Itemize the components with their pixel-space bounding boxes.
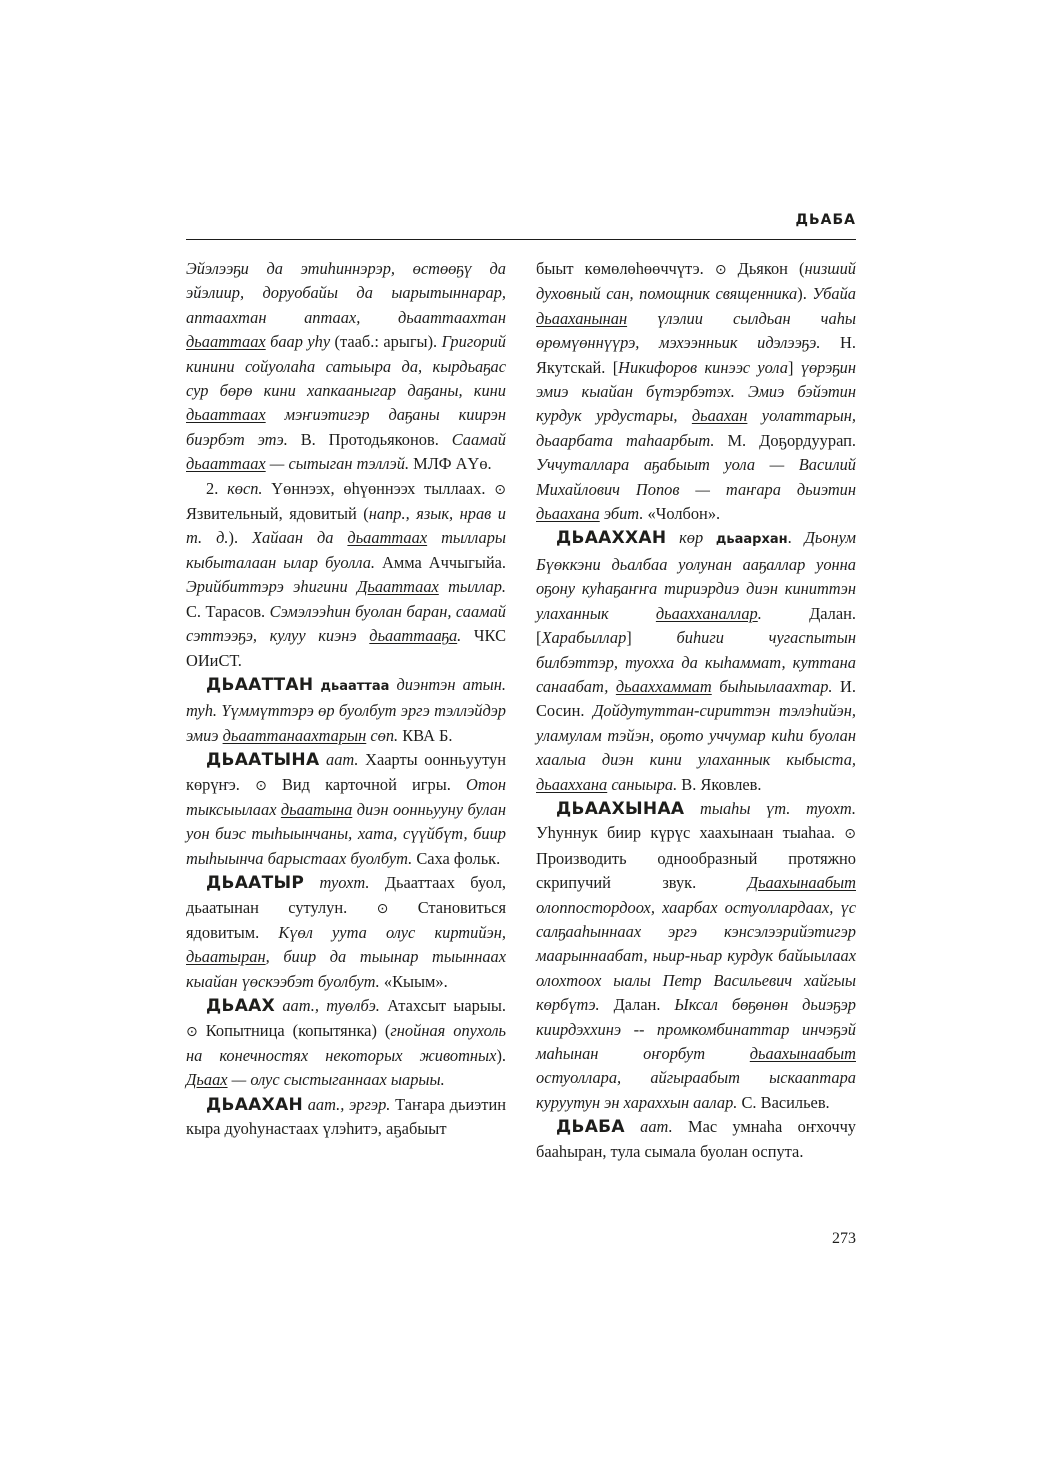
plain-text: «Кыым». (379, 971, 448, 991)
header-rule (186, 239, 856, 240)
italic-text: аат., эргэр. (303, 1094, 391, 1114)
plain-text: Дьякон ( (726, 259, 805, 278)
example-headword: дьааттаах (186, 332, 266, 352)
plain-text: Саха фольк. (412, 848, 501, 868)
italic-text: быһыылаахтар. (711, 676, 833, 696)
example-headword: Дьаах (186, 1070, 228, 1090)
italic-text: туохт. (304, 873, 370, 893)
plain-text: ] (626, 628, 677, 648)
continued-entry (536, 257, 856, 526)
italic-text: остуоллара, айгыраабыт ыскааптара куруутун эн хараххын аалар. (536, 1068, 856, 1112)
plain-text: И. Сосин. (536, 676, 856, 721)
plain-text: Язвительный, ядовитый ( (186, 504, 369, 524)
plain-text: Копытница (копытянка) ( (197, 1020, 391, 1040)
italic-text: низший духовный сан, помощник священника (536, 259, 857, 304)
plain-text: (тааб.: арыгы). (330, 332, 442, 352)
italic-text: Ыксал бөҕөнөн дьиэҕэр киирдэххинэ -- промкомбинаттар инчэҕэй маһынан оҥорбут (536, 995, 856, 1063)
dictionary-entry (186, 1093, 506, 1142)
entry-headword: ДЬААТЫР (206, 873, 305, 894)
entry-headword: ДЬААТЫНА (206, 750, 320, 771)
dictionary-entry (536, 797, 856, 1115)
italic-text: саныыра. (607, 774, 678, 794)
dictionary-entry (536, 526, 856, 796)
italic-text: эбит. (599, 504, 644, 524)
italic-text: тыллар. (438, 577, 506, 597)
italic-text: аат. (319, 750, 359, 770)
plain-text: КВА Б. (398, 725, 453, 745)
italic-text: биһиги чугаспытын билбэттэр, туохха да кыһаммат, куттана санаабат, (536, 628, 857, 696)
translation-marker: ⊙ (714, 262, 727, 278)
example-headword: дьаатыран (186, 947, 266, 967)
plain-text: Вид карточной игры. (266, 774, 466, 794)
example-headword: дьаахынаабыт (749, 1044, 856, 1063)
dictionary-entry (186, 994, 506, 1093)
italic-text: Саамай (451, 429, 506, 449)
plain-text: Далан. [ (536, 603, 856, 648)
plain-text: С. Васильев. (737, 1092, 830, 1112)
italic-text: — сытыган тэллэй. (265, 454, 410, 474)
plain-text: ] (787, 357, 801, 377)
italic-text: үлэлии сылдьан чаһы өрөмүөннүүрэ, мэхээнньик идэлээҕэ. (536, 308, 856, 353)
italic-text: Сэмэлээһин буолан баран, саамай сэттээҕэ, кулуу киэнэ (186, 601, 506, 646)
italic-text: олоппостордоох, хаарбах остуоллардаах, үс салҕааһыннаах эргэ кэнсэлээрийэтигэр маарыннаабат, ньир-ньар курдук байыылаах олохтоох ыалы Петр Васильевич хайгыы көрбүтэ. (536, 897, 856, 1015)
italic-text: Дойдутуттан-сириттэн тэлэһийэн, уламулам тэйэн, оҕото уччумар киһи буолан хаалыа диэн кини улаханнык кыбыста, (536, 701, 856, 770)
italic-text: Эйэлээҕи да этиһиннэрэр, өстөөҕү да эйэлиир, доруобайы да ыарытыннарар, аптаахтан аптаах, дьааттаахтан (186, 259, 506, 327)
subentry-reference: дьааттаа (320, 678, 390, 694)
plain-text: МЛФ АҮө. (409, 454, 492, 474)
example-headword: дьаахан (691, 406, 748, 426)
plain-text: С. Тарасов. (186, 601, 270, 621)
example-headword: Дьааттаах (356, 577, 439, 597)
plain-text: Таҥара дьиэтин кыра дуоһунастаах үлэһитэ, аҕабыыт (186, 1094, 506, 1139)
plain-text: быыт көмөлөһөөччүтэ. (536, 259, 715, 278)
translation-marker: ⊙ (844, 826, 856, 843)
italic-text: диэн оонньууну булан уон биэс тыһыынчаны, хата, сүүйбүт, биир тыһыынча барыстаах буолбут. (186, 799, 506, 868)
translation-marker: ⊙ (186, 1023, 198, 1040)
italic-text: көсп. (227, 478, 263, 498)
italic-text: аат., туөлбэ. (275, 996, 380, 1016)
italic-text: Харабыллар (541, 628, 627, 648)
italic-text: напр., язык, нрав и т. д. (186, 504, 506, 548)
example-headword: дьаахханаллар (655, 603, 758, 623)
italic-text: Эрийбиттэрэ эһигини (186, 577, 357, 597)
translation-marker: ⊙ (376, 900, 389, 917)
dictionary-entry (186, 871, 506, 994)
dictionary-entry (536, 1115, 856, 1164)
left-column (186, 257, 506, 1142)
italic-text: — олус сыстыганнаах ыарыы. (227, 1070, 445, 1090)
plain-text: Уһуннук биир күрүс хаахынаан тыаһаа. (536, 823, 845, 843)
plain-text: Үөннээх, өһүөннээх тыллаах. (262, 478, 495, 498)
continued-entry (186, 257, 506, 477)
entry-headword: ДЬАБА (556, 1117, 625, 1138)
plain-text: . (787, 528, 805, 548)
translation-marker: ⊙ (494, 481, 507, 498)
plain-text: Дьааттаах буол, дьаатынан сутулун. (186, 873, 507, 917)
italic-text: Отон тыксыылаах (186, 774, 506, 819)
italic-text: баар уһу (265, 332, 331, 352)
plain-text: Амма Аччыгыйа. (374, 552, 506, 572)
example-headword: дьаатына (280, 799, 353, 819)
italic-text: Күөл уута олус киртийэн, (278, 922, 506, 942)
example-headword: дьаахxана (536, 774, 608, 794)
plain-text: В. Яковлев. (677, 774, 762, 794)
entry-headword: ДЬААХАН (206, 1094, 304, 1115)
italic-text: көр (666, 528, 716, 548)
italic-text: Дьонум Бүөккэни дьалбаа уолунан ааҕаллар уонна оҕону куһаҕаҥҥа тириэрдиэ диэн киниттэн улаханнык (536, 528, 856, 623)
page-number: 273 (832, 1230, 856, 1247)
plain-text: Мас умнаһа оҥхоччу бааһыран, тула сымала буолан оспута. (536, 1117, 857, 1161)
italic-text: диэнтэн атын. туһ. Үүммүттэрэ өр буолбут эргэ тэллэйдэр эмиэ (186, 674, 506, 745)
italic-text: үөрэҕин эмиэ кыайан бүтэрбэтэх. Эмиэ бэйэтин курдук урдустары, (536, 357, 856, 426)
plain-text: Хаарты оонньуутун көрүҥэ. (186, 750, 507, 794)
italic-text: гнойная опухоль на конечностях некоторых животных (186, 1020, 507, 1065)
plain-text: ЧКС ОИиСТ. (186, 626, 506, 670)
dictionary-entry (186, 673, 506, 748)
entry-headword: ДЬААХЫНАА (556, 798, 685, 819)
right-column (536, 257, 856, 1164)
italic-text: , биир да тыынар тыыннаах кыайан үөскээбэт буолбут. (186, 947, 506, 991)
plain-text: ). (797, 284, 813, 304)
italic-text: Уччуталлара аҕабыыт уола — Василий Михайлович Попов — таҥара дьиэтин (536, 455, 856, 499)
italic-text: Никифоров кинээс уола (618, 357, 788, 377)
italic-text: Убайа (812, 284, 857, 304)
plain-text: Далан. (599, 995, 675, 1015)
italic-text: . (457, 626, 462, 646)
example-headword: Дьаахынаабыт (747, 873, 856, 893)
example-headword: дьааттанаахтарын (222, 725, 367, 745)
plain-text: Атахсыт ыарыы. (379, 996, 506, 1016)
example-headword: дьааттаах (347, 528, 428, 548)
example-headword: дьааханынан (536, 308, 628, 328)
italic-text: аат. (624, 1117, 673, 1137)
plain-text: В. Протодьяконов. (287, 429, 452, 449)
plain-text: 2. (206, 478, 228, 498)
plain-text: ). (496, 1046, 506, 1065)
example-headword: дьааттаах (186, 454, 266, 474)
plain-text: М. Доҕордуурап. (714, 430, 856, 450)
dictionary-entry (186, 477, 506, 673)
example-headword: дьааттаах (186, 405, 266, 425)
running-head: ДЬАБА (795, 212, 856, 228)
example-headword: дьааттааҕа (369, 626, 458, 646)
italic-text: тыллары кыбыталаан ылар буолла. (186, 528, 507, 572)
plain-text: Н. Якутскай. [ (536, 333, 856, 377)
plain-text: «Чолбон». (643, 504, 721, 524)
italic-text: . (757, 603, 762, 623)
entry-headword: ДЬААХ (206, 996, 276, 1017)
plain-text: ). (228, 528, 253, 548)
plain-text: Становиться ядовитым. (186, 897, 506, 942)
entry-headword: ДЬААТТАН (206, 674, 314, 695)
example-headword: дьаахана (536, 504, 600, 524)
example-headword: дьаахxаммат (615, 676, 712, 696)
dictionary-entry (186, 748, 506, 871)
entry-headword: ДЬААХХАН (556, 528, 667, 549)
plain-text: Производить однообразный протяжно скрипучий звук. (536, 848, 856, 893)
translation-marker: ⊙ (255, 777, 267, 794)
italic-text: уолаттарын, дьаарбата таһаарбыт. (536, 406, 856, 450)
italic-text: мэҥиэтигэр даҕаны киирэн биэрбэт этэ. (186, 405, 506, 449)
italic-text: Хайаан да (252, 528, 348, 548)
italic-text: тыаһы үт. туохт. (684, 798, 856, 818)
plain-text (313, 675, 320, 694)
italic-text: Григорий кинини сойуолаһа сатыыра да, кырдьаҕас сур бөрө кини хапкааныгар даҕаны, кини (186, 332, 506, 401)
subentry-reference: дьаархан (715, 532, 788, 548)
italic-text: сөп. (366, 725, 399, 745)
